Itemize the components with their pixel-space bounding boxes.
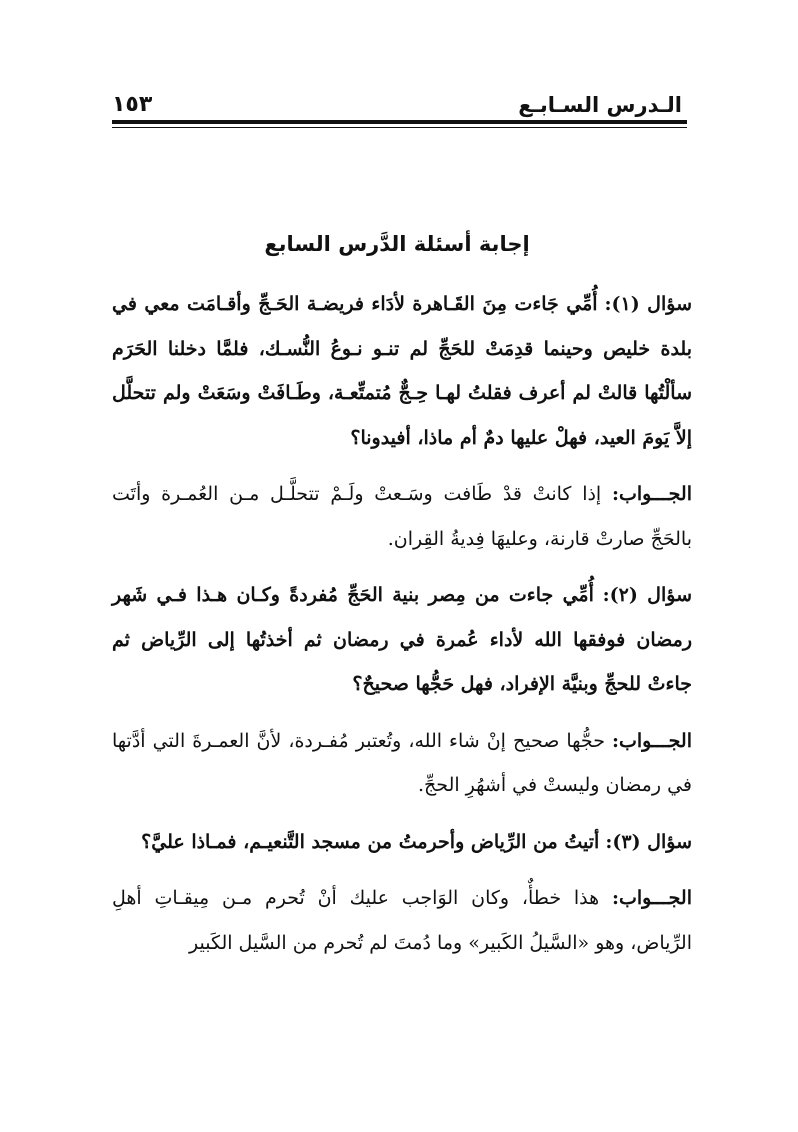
answer-text: حجُّها صحيح إنْ شاء الله، وتُعتبر مُفـردة، لأنَّ العمـرةَ التي أدَّتها في رمضان وليستْ في أشهُرِ الحجِّ. xyxy=(112,729,692,796)
question-text: أُمِّي جاءت من مِصر بنية الحَجِّ مُفردةً وكـان هـذا فـي شَهر رمضان فوفقها الله لأداء عُمرة في رمضان ثم أخذتُها إلى الرِّياض ثم جاءتْ للحجِّ وبنيَّة الإفراد، فهل حَجُّها صحيحٌ؟ xyxy=(112,584,692,695)
answer-label: الجـــواب: xyxy=(611,729,692,752)
question-label: سؤال (١): xyxy=(604,293,692,315)
answer-text: إذا كانتْ قدْ طَافت وسَـعتْ ولَـمْ تتحلَّـل مـن العُمـرة وأتَت بالحَجِّ صارتْ قارنة، وعليهَا فِديةُ القِران. xyxy=(112,483,692,550)
chapter-title: الـدرس السـابـع xyxy=(518,93,682,117)
answer-paragraph xyxy=(112,876,692,965)
question-text: أتيتُ من الرِّياض وأحرمتُ من مسجد التَّنعيـم، فمـاذا عليَّ؟ xyxy=(141,830,600,853)
answer-paragraph xyxy=(112,719,692,808)
answer-text: هذا خطأٌ، وكان الوَاجب عليك أنْ تُحرم مـن مِيقـاتِ أهلِ الرِّياض، وهو «السَّيلُ الكَبير» وما دُمتَ لم تُحرم من السَّيل الكَبير xyxy=(112,887,692,954)
section-title: إجابة أسئلة الدَّرس السابع xyxy=(264,232,530,256)
running-header xyxy=(112,84,682,120)
header-rule-thin xyxy=(112,127,687,128)
question-text: أُمِّي جَاءت مِنَ القَـاهرة لأدَاء فريضـة الحَـجِّ وأقـامَت معي في بلدة خليص وحينما قدِمَتْ للحَجِّ لم تنـو نـوعُ النُّسـك، فلمَّا دخلنا الحَرَم سألْتُها قالتْ لم أعرف فقلتُ لهـا حِـجٌّ مُتمتِّعـة، وطَـافَتْ وسَعَتْ ولم تتحلَّل إلاَّ يَومَ العيد، فهلْ عليها دمٌ أم ماذا، أفيدونا؟ xyxy=(112,293,692,449)
question-paragraph xyxy=(112,573,692,707)
page-number: ١٥٣ xyxy=(112,92,153,117)
question-label: سؤال (٢): xyxy=(602,584,692,606)
question-paragraph xyxy=(112,282,692,460)
question-label: سؤال (٣): xyxy=(605,830,692,853)
answer-label: الجـــواب: xyxy=(611,887,692,909)
answer-label: الجـــواب: xyxy=(611,483,692,505)
question-paragraph xyxy=(112,820,692,865)
body-text xyxy=(112,282,692,977)
header-rule-thick xyxy=(112,120,687,124)
answer-paragraph xyxy=(112,472,692,561)
